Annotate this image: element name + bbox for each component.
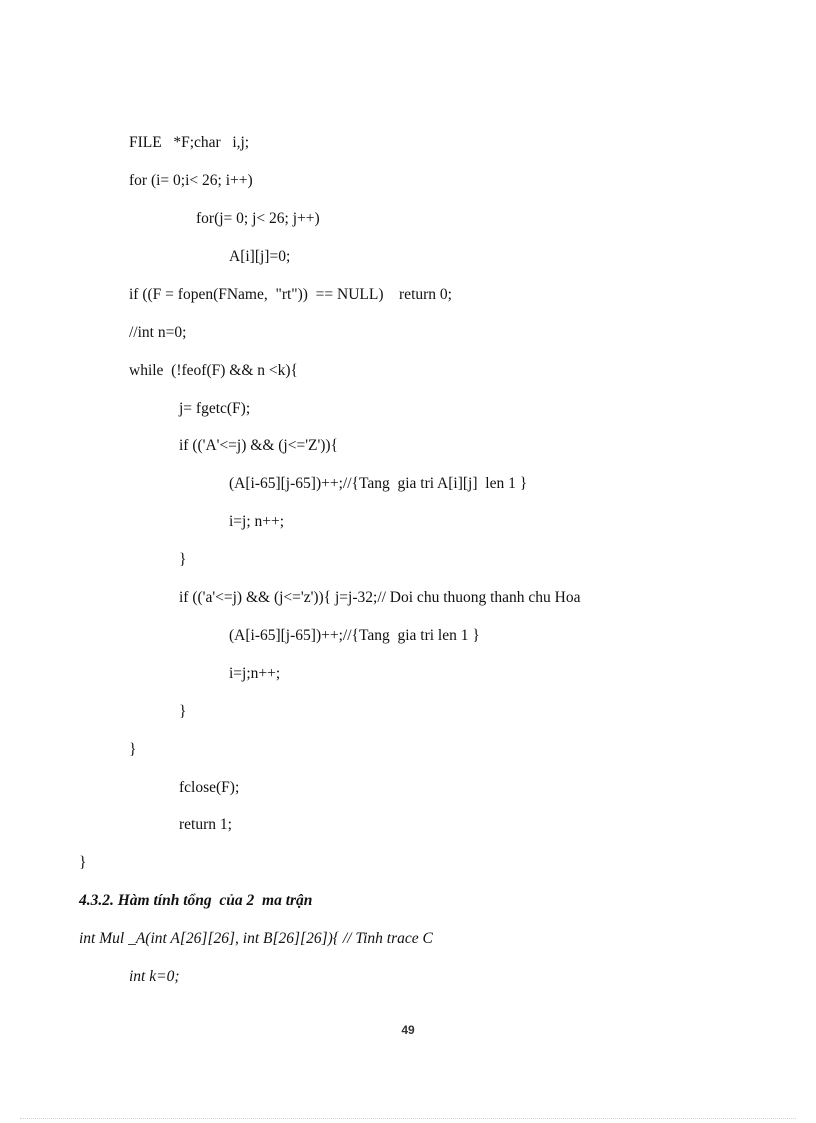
function-signature: int Mul _A(int A[26][26], int B[26][26]){ // Tinh trace C <box>79 930 433 947</box>
code-line: } <box>79 854 87 871</box>
code-line: j= fgetc(F); <box>179 400 251 417</box>
code-line: int k=0; <box>129 968 180 985</box>
code-line: } <box>129 741 137 758</box>
code-line: if (('A'<=j) && (j<='Z')){ <box>179 437 339 454</box>
code-line: FILE *F;char i,j; <box>129 134 250 151</box>
code-line: while (!feof(F) && n <k){ <box>129 362 298 379</box>
code-line: i=j; n++; <box>229 513 285 530</box>
page-bottom-divider <box>20 1118 796 1119</box>
code-line: for (i= 0;i< 26; i++) <box>129 172 253 189</box>
code-line: return 1; <box>179 816 232 833</box>
code-line: A[i][j]=0; <box>229 248 291 265</box>
code-line: (A[i-65][j-65])++;//{Tang gia tri len 1 } <box>229 627 480 644</box>
code-line: (A[i-65][j-65])++;//{Tang gia tri A[i][j] len 1 } <box>229 475 528 492</box>
section-heading: 4.3.2. Hàm tính tổng của 2 ma trận <box>79 892 313 909</box>
code-line: //int n=0; <box>129 324 187 341</box>
code-line: i=j;n++; <box>229 665 281 682</box>
code-line: } <box>179 551 187 568</box>
code-line: fclose(F); <box>179 779 240 796</box>
code-line: if (('a'<=j) && (j<='z')){ j=j-32;// Doi chu thuong thanh chu Hoa <box>179 589 581 606</box>
code-line: for(j= 0; j< 26; j++) <box>196 210 320 227</box>
code-line: } <box>179 703 187 720</box>
code-line: if ((F = fopen(FName, "rt")) == NULL) return 0; <box>129 286 452 303</box>
page-number: 49 <box>401 1023 415 1037</box>
